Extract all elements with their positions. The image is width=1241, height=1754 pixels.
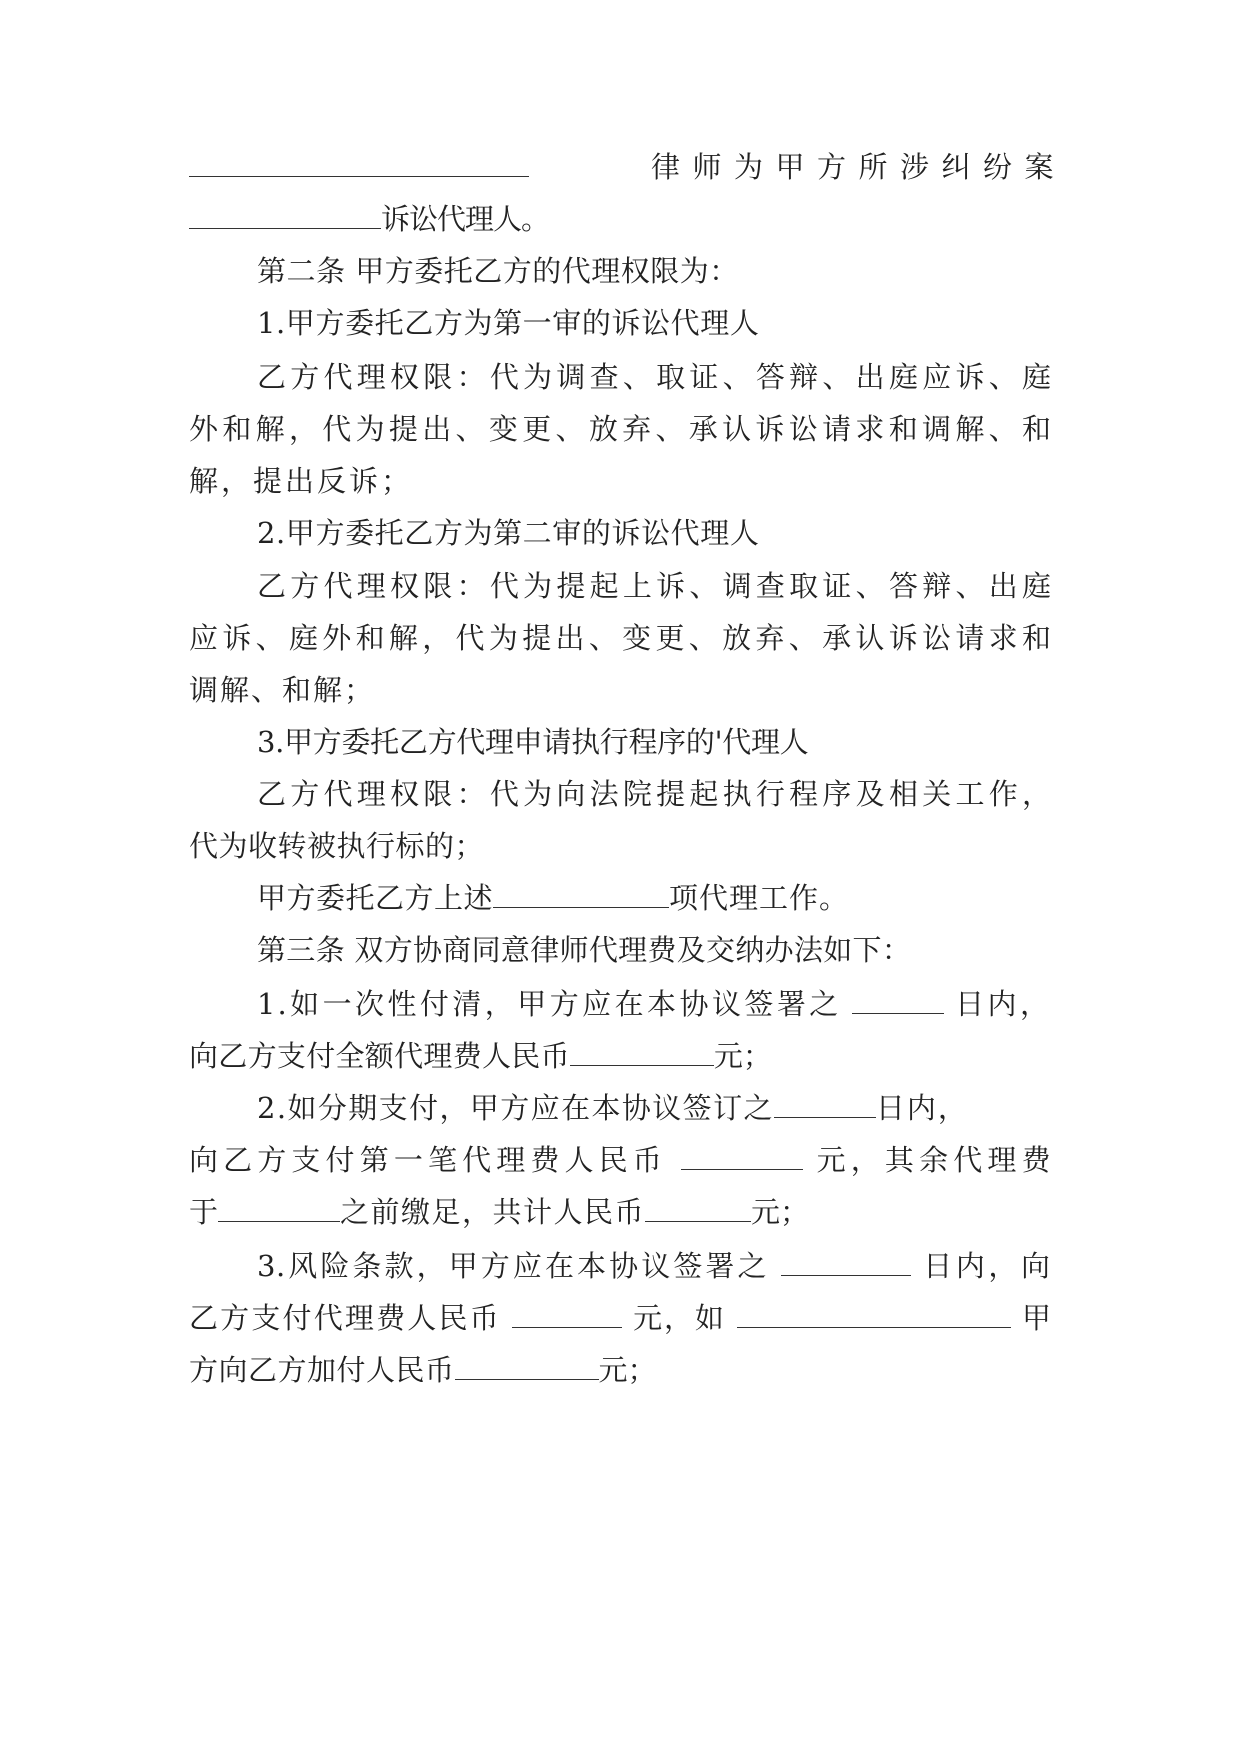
line-text: 2.如分期支付，甲方应在本协议签订之 <box>257 1091 774 1125</box>
clause-line <box>257 566 1051 606</box>
line-text: 日内，向 <box>923 1249 1052 1283</box>
clause-line <box>257 1246 1051 1286</box>
line-text: 代为收转被执行标的； <box>189 829 485 863</box>
list-item-heading <box>257 722 1051 762</box>
line-text: 2.甲方委托乙方为第二审的诉讼代理人 <box>257 516 760 550</box>
line-text: 3.风险条款，甲方应在本协议签署之 <box>257 1249 770 1283</box>
fill-in-blank <box>189 152 529 177</box>
list-item-heading <box>257 303 1051 343</box>
line-text: 外和解，代为提出、变更、放弃、承认诉讼请求和调解、和 <box>189 412 1051 446</box>
clause-line <box>189 826 1051 866</box>
fill-in-blank <box>774 1093 876 1118</box>
fill-in-blank <box>645 1197 751 1222</box>
fill-in-blank <box>218 1197 340 1222</box>
fill-in-blank <box>570 1041 714 1066</box>
line-text: 元，如 <box>633 1301 726 1335</box>
clause-line <box>189 461 1051 501</box>
clause-line <box>257 774 1051 814</box>
line-text: 解，提出反诉； <box>189 464 414 498</box>
list-item-heading <box>257 513 1051 553</box>
fill-in-blank <box>455 1355 599 1380</box>
line-text: 日内， <box>955 987 1051 1021</box>
line-text: 3.甲方委托乙方代理申请执行程序的'代理人 <box>257 725 809 759</box>
line-text: 日内， <box>875 1091 969 1125</box>
clause-line <box>189 1350 1051 1390</box>
line-text: 1.甲方委托乙方为第一审的诉讼代理人 <box>257 306 760 340</box>
clause-line <box>257 1088 1051 1128</box>
line-text: 之前缴足，共计人民币 <box>340 1195 646 1229</box>
clause-line <box>257 984 1051 1024</box>
line-text: 向乙方支付第一笔代理费人民币 <box>189 1143 667 1177</box>
line-text: 元； <box>751 1195 810 1229</box>
fill-in-blank <box>493 883 669 908</box>
article-heading <box>257 251 1051 291</box>
line-text: 调解、和解； <box>189 673 376 707</box>
line-text: 乙方支付代理费人民币 <box>189 1301 501 1335</box>
line-text: 元； <box>713 1039 772 1073</box>
clause-line <box>257 878 1051 918</box>
line-text: 元； <box>598 1353 657 1387</box>
line-text: 向乙方支付全额代理费人民币 <box>189 1039 570 1073</box>
line-text: 乙方代理权限：代为调查、取证、答辩、出庭应诉、庭 <box>257 360 1051 394</box>
fill-in-blank <box>512 1303 622 1328</box>
line-text: 乙方代理权限：代为向法院提起执行程序及相关工作， <box>257 777 1051 811</box>
clause-line <box>189 409 1051 449</box>
fill-in-blank <box>852 989 944 1014</box>
fill-in-blank <box>781 1251 911 1276</box>
clause-line <box>189 670 1051 710</box>
line-text: 甲 <box>1021 1301 1051 1335</box>
clause-line <box>189 1298 1051 1338</box>
line-text: 第二条 甲方委托乙方的代理权限为： <box>257 254 739 288</box>
line-text: 项代理工作。 <box>669 881 850 915</box>
article-heading <box>257 930 1051 970</box>
fill-in-blank <box>681 1145 803 1170</box>
clause-line <box>189 199 1051 239</box>
clause-line <box>189 1036 1051 1076</box>
line-text: 诉讼代理人。 <box>381 202 550 236</box>
clause-line <box>257 357 1051 397</box>
fill-in-blank <box>737 1303 1011 1328</box>
clause-line <box>189 1192 1051 1232</box>
clause-line <box>189 1140 1051 1180</box>
line-text: 应诉、庭外和解，代为提出、变更、放弃、承认诉讼请求和 <box>189 621 1051 655</box>
line-text: 1.如一次性付清，甲方应在本协议签署之 <box>257 987 842 1021</box>
fill-in-blank <box>189 204 381 229</box>
line-text: 元，其余代理费 <box>816 1143 1051 1177</box>
clause-line <box>189 147 1067 187</box>
line-text: 甲方委托乙方上述 <box>257 881 494 915</box>
line-text: 律师为甲方所涉纠纷案 <box>651 150 1067 184</box>
line-text: 方向乙方加付人民币 <box>189 1353 455 1387</box>
line-text: 乙方代理权限：代为提起上诉、调查取证、答辩、出庭 <box>257 569 1051 603</box>
line-text: 于 <box>189 1195 219 1229</box>
clause-line <box>189 618 1051 658</box>
line-text: 第三条 双方协商同意律师代理费及交纳办法如下： <box>257 933 912 967</box>
